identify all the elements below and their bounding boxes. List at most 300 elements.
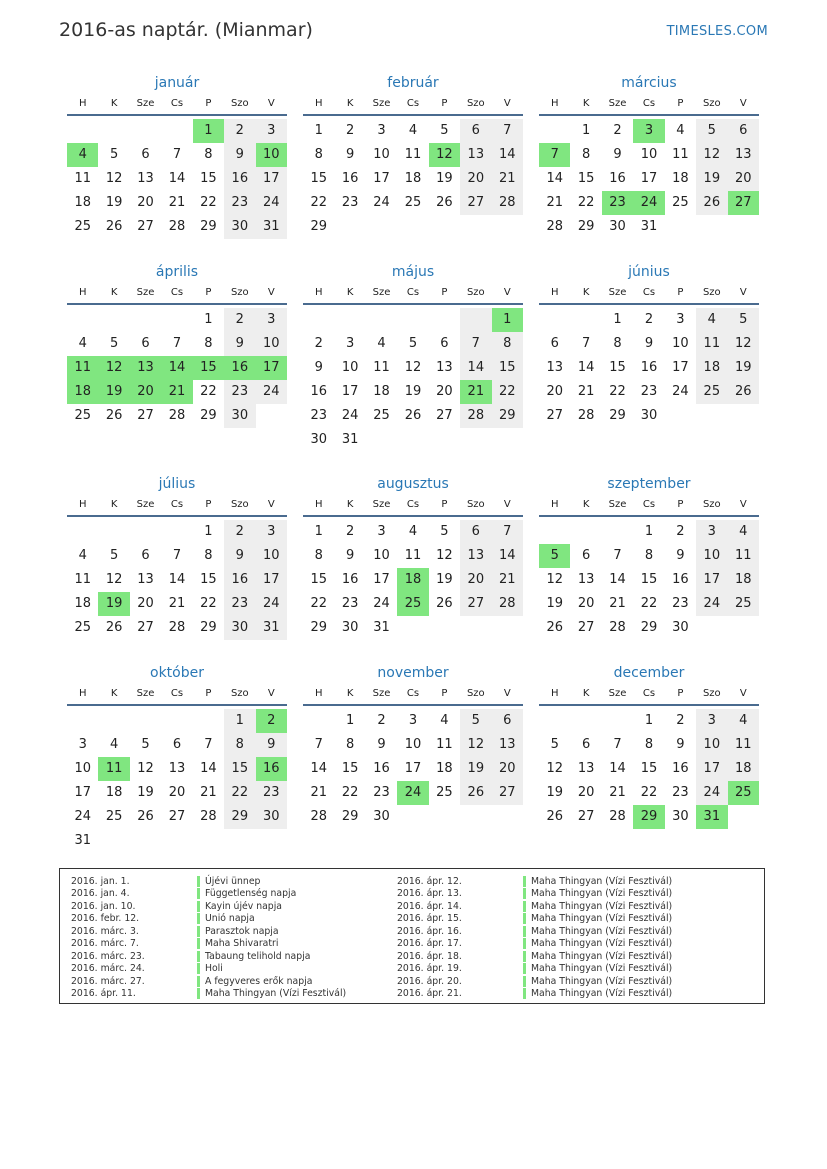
day-cell: 21 xyxy=(168,195,186,210)
day-cell: 5 xyxy=(696,119,727,143)
weekday-label: H xyxy=(550,688,559,699)
day-cell: 24 xyxy=(341,408,359,423)
day-cell: 15 xyxy=(200,572,217,587)
empty-cell xyxy=(130,709,161,733)
weekday-label: H xyxy=(314,688,323,699)
legend-holiday-name: A fegyveres erők napja xyxy=(205,975,313,987)
day-cell: 28 xyxy=(577,408,595,423)
day-cell: 12 xyxy=(460,733,491,757)
legend-holiday-marker xyxy=(523,938,526,949)
day-cell: 17 xyxy=(256,568,287,592)
weekday-label: H xyxy=(78,98,87,109)
day-cell: 4 xyxy=(109,737,119,752)
weekday-header xyxy=(67,94,287,114)
legend-holiday-name: Maha Thingyan (Vízi Fesztivál) xyxy=(531,963,673,975)
holiday-day-cell: 25 xyxy=(728,781,759,805)
legend-holiday-name: Maha Thingyan (Vízi Fesztivál) xyxy=(531,888,673,900)
week-row xyxy=(539,568,759,592)
day-cell: 11 xyxy=(436,737,453,752)
day-cell: 28 xyxy=(460,404,491,428)
legend-row xyxy=(397,925,672,938)
week-row xyxy=(539,592,759,616)
day-cell: 18 xyxy=(696,356,727,380)
legend-row xyxy=(71,900,346,913)
header-rule xyxy=(303,114,523,116)
holiday-day-cell: 31 xyxy=(696,805,727,829)
weekday-label: K xyxy=(110,98,118,109)
day-cell: 14 xyxy=(168,572,186,587)
legend-date: 2016. márc. 24. xyxy=(71,963,145,975)
day-cell: 2 xyxy=(676,524,685,539)
legend-holiday-name: Függetlenség napja xyxy=(205,888,297,900)
day-cell: 9 xyxy=(314,360,323,375)
holiday-day-cell: 25 xyxy=(397,592,428,616)
day-cell: 3 xyxy=(377,123,386,138)
day-cell: 8 xyxy=(204,147,213,162)
day-cell: 23 xyxy=(310,408,327,423)
day-cell: 12 xyxy=(404,360,422,375)
week-row xyxy=(67,733,287,757)
day-cell: 16 xyxy=(310,384,327,399)
header-rule xyxy=(303,704,523,706)
day-cell: 6 xyxy=(141,336,150,351)
weekday-label: P xyxy=(441,499,448,510)
month-augusztus xyxy=(303,473,523,640)
empty-cell xyxy=(130,520,161,544)
legend-date: 2016. ápr. 19. xyxy=(397,963,462,975)
weekday-label: K xyxy=(346,98,354,109)
day-cell: 5 xyxy=(109,336,119,351)
month-name: május xyxy=(391,264,435,280)
day-cell: 12 xyxy=(137,761,154,776)
day-cell: 24 xyxy=(256,380,287,404)
day-cell: 25 xyxy=(404,195,422,210)
day-cell: 29 xyxy=(200,620,217,635)
day-cell: 11 xyxy=(728,544,759,568)
day-cell: 28 xyxy=(609,620,626,635)
weekday-label: Szo xyxy=(702,287,721,298)
week-row xyxy=(539,404,759,428)
day-cell: 3 xyxy=(78,737,87,752)
legend-row xyxy=(397,900,672,913)
day-cell: 24 xyxy=(373,596,390,611)
empty-cell xyxy=(67,709,98,733)
day-cell: 11 xyxy=(404,147,422,162)
empty-cell xyxy=(460,805,491,829)
day-cell: 9 xyxy=(613,147,622,162)
weekday-label: Cs xyxy=(170,98,184,109)
week-row xyxy=(67,215,287,239)
empty-cell xyxy=(256,829,287,853)
day-cell: 23 xyxy=(373,785,390,800)
day-cell: 15 xyxy=(200,171,217,186)
day-cell: 20 xyxy=(460,167,491,191)
day-cell: 26 xyxy=(404,408,422,423)
day-cell: 17 xyxy=(696,757,727,781)
day-cell: 11 xyxy=(728,733,759,757)
legend-column-left xyxy=(71,875,346,1000)
legend-row xyxy=(71,975,346,988)
week-row xyxy=(539,709,759,733)
empty-cell xyxy=(492,616,523,640)
week-row xyxy=(303,380,523,404)
day-cell: 6 xyxy=(460,520,491,544)
day-cell: 24 xyxy=(696,781,727,805)
day-cell: 30 xyxy=(373,809,390,824)
week-row xyxy=(67,757,287,781)
weekday-label: Szo xyxy=(702,499,721,510)
weekday-label: Cs xyxy=(406,287,420,298)
day-cell: 6 xyxy=(141,147,150,162)
legend-holiday-name: Tabaung telihold napja xyxy=(205,950,311,962)
week-row xyxy=(67,332,287,356)
week-row xyxy=(67,781,287,805)
day-cell: 9 xyxy=(224,332,255,356)
day-cell: 25 xyxy=(728,592,759,616)
legend-row xyxy=(71,950,346,963)
day-cell: 22 xyxy=(341,785,359,800)
day-cell: 12 xyxy=(436,548,453,563)
day-cell: 17 xyxy=(640,171,658,186)
day-cell: 15 xyxy=(310,171,327,186)
day-cell: 16 xyxy=(640,360,658,375)
day-cell: 5 xyxy=(408,336,418,351)
month-szeptember xyxy=(539,473,759,640)
week-row xyxy=(303,757,523,781)
weekday-label: Cs xyxy=(642,287,656,298)
legend-date: 2016. ápr. 14. xyxy=(397,900,462,912)
day-cell: 30 xyxy=(341,620,359,635)
day-cell: 25 xyxy=(74,620,91,635)
day-cell: 26 xyxy=(460,781,491,805)
weekday-label: H xyxy=(550,287,559,298)
empty-cell xyxy=(67,119,98,143)
day-cell: 8 xyxy=(204,336,213,351)
weekday-label: Sze xyxy=(608,287,627,298)
day-cell: 17 xyxy=(74,785,91,800)
weekday-header xyxy=(303,94,523,114)
holiday-day-cell: 27 xyxy=(728,191,759,215)
day-cell: 22 xyxy=(640,785,658,800)
day-cell: 22 xyxy=(577,195,595,210)
empty-cell xyxy=(728,215,759,239)
legend-date: 2016. jan. 1. xyxy=(71,875,130,887)
day-cell: 25 xyxy=(373,408,390,423)
day-cell: 8 xyxy=(204,548,213,563)
weekday-label: K xyxy=(582,499,590,510)
header-rule xyxy=(67,303,287,305)
day-cell: 4 xyxy=(728,520,759,544)
day-cell: 13 xyxy=(460,544,491,568)
month-name: március xyxy=(621,75,677,91)
weekday-label: H xyxy=(78,688,87,699)
holiday-day-cell: 21 xyxy=(460,380,491,404)
week-row xyxy=(539,356,759,380)
day-cell: 12 xyxy=(728,332,759,356)
holiday-day-cell: 29 xyxy=(633,805,664,829)
day-cell: 14 xyxy=(168,171,186,186)
day-cell: 4 xyxy=(377,336,386,351)
week-row xyxy=(67,191,287,215)
weekday-label: V xyxy=(267,98,275,109)
weekday-label: V xyxy=(503,287,511,298)
day-cell: 10 xyxy=(404,737,422,752)
day-cell: 18 xyxy=(728,757,759,781)
day-cell: 23 xyxy=(224,191,255,215)
day-cell: 7 xyxy=(172,548,182,563)
legend-row xyxy=(397,875,672,888)
week-row xyxy=(303,191,523,215)
day-cell: 15 xyxy=(310,572,327,587)
legend-holiday-marker xyxy=(197,876,200,887)
legend-holiday-name: Maha Thingyan (Vízi Fesztivál) xyxy=(531,988,673,1000)
day-cell: 5 xyxy=(460,709,491,733)
weekday-label: Szo xyxy=(702,688,721,699)
day-cell: 26 xyxy=(105,620,123,635)
day-cell: 6 xyxy=(440,336,449,351)
weekday-label: V xyxy=(267,499,275,510)
site-link[interactable]: TIMESLES.COM xyxy=(666,24,768,39)
day-cell: 10 xyxy=(256,544,287,568)
day-cell: 9 xyxy=(676,548,685,563)
day-cell: 30 xyxy=(224,404,255,428)
header-rule xyxy=(303,303,523,305)
month-name: január xyxy=(154,75,200,91)
legend-holiday-name: Maha Thingyan (Vízi Fesztivál) xyxy=(531,925,673,937)
day-cell: 21 xyxy=(609,785,626,800)
legend-date: 2016. ápr. 20. xyxy=(397,975,462,987)
day-cell: 18 xyxy=(728,568,759,592)
day-cell: 19 xyxy=(105,195,123,210)
day-cell: 23 xyxy=(224,380,255,404)
week-row xyxy=(303,404,523,428)
empty-cell xyxy=(224,829,255,853)
day-cell: 26 xyxy=(436,195,453,210)
week-row xyxy=(67,380,287,404)
day-cell: 6 xyxy=(728,119,759,143)
day-cell: 24 xyxy=(256,592,287,616)
day-cell: 2 xyxy=(345,123,355,138)
day-cell: 8 xyxy=(644,548,654,563)
empty-cell xyxy=(429,805,460,829)
weekday-label: Sze xyxy=(136,287,155,298)
holiday-day-cell: 11 xyxy=(67,356,98,380)
day-cell: 2 xyxy=(345,524,355,539)
legend-date: 2016. ápr. 15. xyxy=(397,913,462,925)
legend-holiday-marker xyxy=(197,988,200,999)
day-cell: 16 xyxy=(672,572,689,587)
day-cell: 13 xyxy=(546,360,563,375)
day-cell: 26 xyxy=(696,191,727,215)
day-cell: 8 xyxy=(345,737,355,752)
legend-date: 2016. márc. 7. xyxy=(71,938,139,950)
day-cell: 2 xyxy=(314,336,323,351)
week-row xyxy=(303,616,523,640)
day-cell: 25 xyxy=(436,785,453,800)
day-cell: 8 xyxy=(492,332,523,356)
day-cell: 22 xyxy=(310,195,327,210)
weekday-label: H xyxy=(550,499,559,510)
week-row xyxy=(303,308,523,332)
legend-date: 2016. jan. 4. xyxy=(71,888,130,900)
weekday-label: Szo xyxy=(230,98,249,109)
legend-holiday-name: Maha Thingyan (Vízi Fesztivál) xyxy=(531,938,673,950)
day-cell: 10 xyxy=(74,761,91,776)
day-cell: 12 xyxy=(105,572,123,587)
day-cell: 29 xyxy=(200,219,217,234)
legend-holiday-marker xyxy=(197,976,200,987)
day-cell: 20 xyxy=(546,384,563,399)
day-cell: 11 xyxy=(404,548,422,563)
empty-cell xyxy=(397,805,428,829)
day-cell: 2 xyxy=(613,123,622,138)
day-cell: 27 xyxy=(137,408,154,423)
empty-cell xyxy=(303,308,334,332)
day-cell: 8 xyxy=(224,733,255,757)
weekday-header xyxy=(67,283,287,303)
day-cell: 30 xyxy=(256,805,287,829)
day-cell: 3 xyxy=(256,308,287,332)
empty-cell xyxy=(366,308,397,332)
legend-date: 2016. márc. 27. xyxy=(71,975,145,987)
weekday-label: P xyxy=(441,98,448,109)
day-cell: 4 xyxy=(78,548,87,563)
weekday-label: V xyxy=(267,688,275,699)
day-cell: 8 xyxy=(581,147,591,162)
legend-holiday-name: Maha Thingyan (Vízi Fesztivál) xyxy=(531,900,673,912)
day-cell: 23 xyxy=(224,592,255,616)
day-cell: 18 xyxy=(105,785,123,800)
legend-holiday-marker xyxy=(197,901,200,912)
day-cell: 30 xyxy=(672,809,689,824)
day-cell: 15 xyxy=(640,761,658,776)
day-cell: 10 xyxy=(640,147,658,162)
day-cell: 13 xyxy=(436,360,453,375)
day-cell: 20 xyxy=(460,568,491,592)
month-január xyxy=(67,72,287,239)
weekday-label: Szo xyxy=(702,98,721,109)
legend-holiday-name: Holi xyxy=(205,963,223,975)
week-row xyxy=(67,805,287,829)
day-cell: 4 xyxy=(696,308,727,332)
day-cell: 3 xyxy=(696,709,727,733)
day-cell: 8 xyxy=(314,548,323,563)
day-cell: 6 xyxy=(581,737,591,752)
day-cell: 1 xyxy=(204,312,213,327)
weekday-label: Szo xyxy=(466,98,485,109)
day-cell: 9 xyxy=(345,147,355,162)
empty-cell xyxy=(539,308,570,332)
day-cell: 8 xyxy=(314,147,323,162)
day-cell: 4 xyxy=(676,123,685,138)
week-row xyxy=(539,520,759,544)
weekday-label: Cs xyxy=(406,688,420,699)
legend-holiday-marker xyxy=(197,951,200,962)
day-cell: 13 xyxy=(577,761,595,776)
empty-cell xyxy=(397,215,428,239)
legend-holiday-marker xyxy=(523,963,526,974)
empty-cell xyxy=(429,616,460,640)
week-row xyxy=(303,332,523,356)
day-cell: 26 xyxy=(728,380,759,404)
day-cell: 3 xyxy=(676,312,685,327)
legend-date: 2016. ápr. 21. xyxy=(397,988,462,1000)
empty-cell xyxy=(539,709,570,733)
holiday-day-cell: 18 xyxy=(397,568,428,592)
week-row xyxy=(303,143,523,167)
day-cell: 23 xyxy=(672,785,689,800)
legend-holiday-marker xyxy=(523,926,526,937)
legend-holiday-marker xyxy=(523,976,526,987)
weekday-label: Sze xyxy=(608,688,627,699)
day-cell: 22 xyxy=(200,596,217,611)
holiday-day-cell: 7 xyxy=(539,143,570,167)
week-row xyxy=(67,616,287,640)
day-cell: 26 xyxy=(546,620,563,635)
weekday-label: P xyxy=(677,499,684,510)
empty-cell xyxy=(602,709,633,733)
day-cell: 15 xyxy=(224,757,255,781)
day-cell: 27 xyxy=(492,781,523,805)
week-row xyxy=(539,167,759,191)
day-cell: 19 xyxy=(436,572,453,587)
day-cell: 14 xyxy=(492,143,523,167)
weekday-label: Sze xyxy=(136,688,155,699)
day-cell: 7 xyxy=(613,737,622,752)
legend-holiday-marker xyxy=(523,988,526,999)
day-cell: 29 xyxy=(224,805,255,829)
empty-cell xyxy=(429,308,460,332)
day-cell: 13 xyxy=(460,143,491,167)
day-cell: 9 xyxy=(676,737,685,752)
day-cell: 28 xyxy=(168,620,186,635)
legend-row xyxy=(397,950,672,963)
day-cell: 30 xyxy=(609,219,626,234)
day-cell: 2 xyxy=(377,713,386,728)
day-cell: 29 xyxy=(310,620,327,635)
legend-row xyxy=(71,925,346,938)
empty-cell xyxy=(366,215,397,239)
day-cell: 29 xyxy=(492,404,523,428)
day-cell: 18 xyxy=(436,761,453,776)
week-row xyxy=(539,733,759,757)
empty-cell xyxy=(397,428,428,452)
day-cell: 1 xyxy=(204,524,213,539)
day-cell: 18 xyxy=(74,596,91,611)
holiday-day-cell: 20 xyxy=(130,380,161,404)
day-cell: 27 xyxy=(436,408,453,423)
legend-date: 2016. márc. 3. xyxy=(71,925,139,937)
day-cell: 22 xyxy=(609,384,626,399)
day-cell: 7 xyxy=(492,119,523,143)
weekday-label: H xyxy=(550,98,559,109)
day-cell: 30 xyxy=(224,215,255,239)
legend-holiday-name: Újévi ünnep xyxy=(205,875,261,887)
weekday-label: V xyxy=(503,98,511,109)
empty-cell xyxy=(696,616,727,640)
day-cell: 23 xyxy=(640,384,658,399)
day-cell: 14 xyxy=(546,171,563,186)
day-cell: 16 xyxy=(224,167,255,191)
day-cell: 2 xyxy=(224,119,255,143)
holiday-day-cell: 3 xyxy=(633,119,664,143)
week-row xyxy=(303,709,523,733)
legend-holiday-name: Maha Thingyan (Vízi Fesztivál) xyxy=(531,913,673,925)
day-cell: 10 xyxy=(373,147,390,162)
weekday-label: Cs xyxy=(170,688,184,699)
week-row xyxy=(303,592,523,616)
weekday-label: V xyxy=(739,287,747,298)
